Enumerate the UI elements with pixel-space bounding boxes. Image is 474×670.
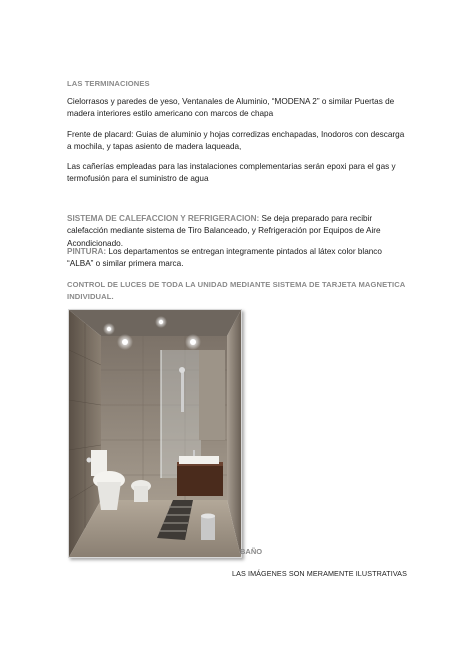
bathroom-photo [68,309,242,558]
pintura-label: PINTURA: [67,247,107,256]
paragraph-pintura [67,246,407,271]
paragraph-placard: Frente de placard: Guias de aluminio y hojas corredizas enchapadas, Inodoros con descarga a mochila, y tapas asiento de madera laqueada, [67,130,405,152]
calefaccion-label: SISTEMA DE CALEFACCION Y REFRIGERACION: [67,214,260,223]
calefaccion-text: Se deja preparado para recibir calefacción mediante sistema de Tiro Balanceado, y Refrigeración por Equipos de Aire Acondicionado. [67,214,381,248]
bathroom-illustration [69,310,241,557]
section-heading-terminaciones: LAS TERMINACIONES [67,79,150,88]
paragraph-cielorrasos: Cielorrasos y paredes de yeso, Ventanales de Aluminio, “MODENA 2” o similar Puertas de madera interiores estilo americano con marcos de chapa [67,97,395,119]
section-heading-control-luces: CONTROL DE LUCES DE TODA LA UNIDAD MEDIANTE SISTEMA DE TARJETA MAGNETICA INDIVIDUAL. [67,280,406,301]
pintura-text: Los departamentos se entregan integramente pintados al látex color blanco “ALBA” o similar primera marca. [67,247,382,269]
paragraph-canerias: Las cañerías empleadas para las instalaciones complementarias serán epoxi para el gas y termofusión para el suministro de agua [67,162,396,184]
figure-caption: BAÑO [240,547,263,556]
figure-disclaimer: LAS IMÁGENES SON MERAMENTE ILUSTRATIVAS [232,569,407,578]
paragraph-calefaccion [67,213,407,250]
